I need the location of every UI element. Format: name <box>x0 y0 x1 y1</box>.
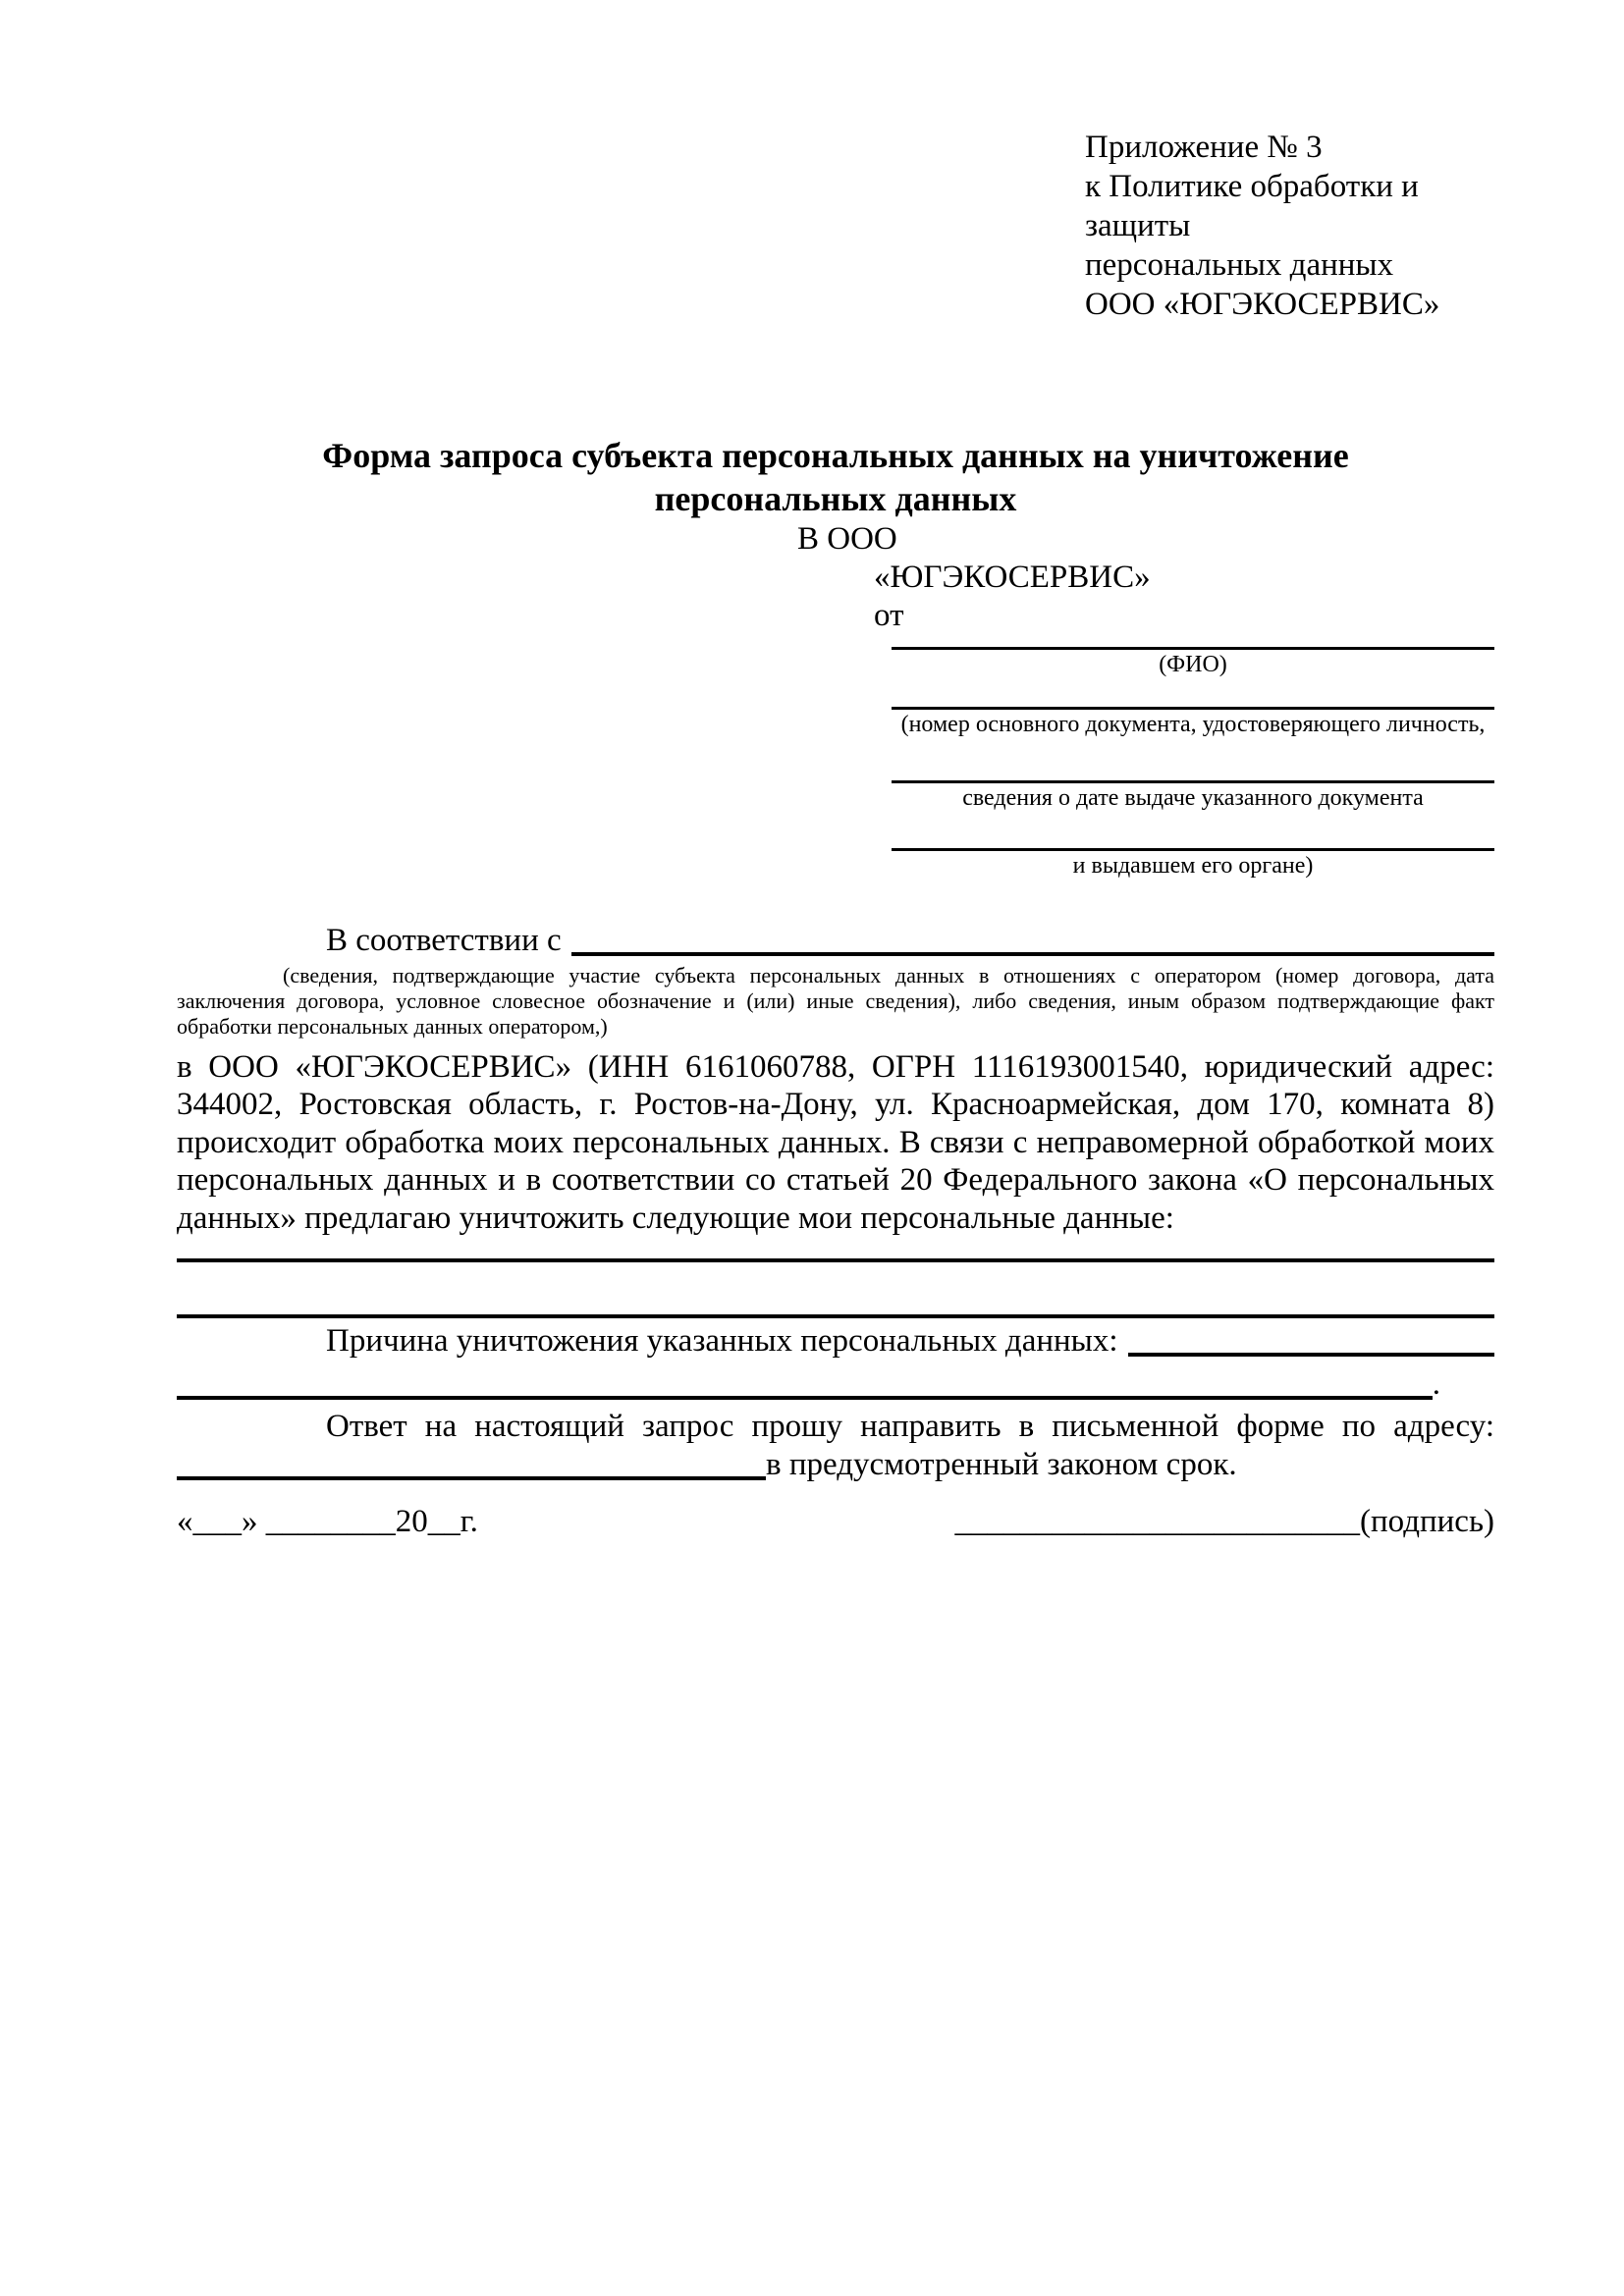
appendix-header-line: к Политике обработки и защиты <box>1085 169 1419 243</box>
reply-address-line: Ответ на настоящий запрос прошу направить в письменной форме по адресу: <box>326 1409 1494 1444</box>
request-paragraph: в ООО «ЮГЭКОСЕРВИС» (ИНН 6161060788, ОГРН 1116193001540, юридический адрес: 344002, Ростовская область, г. Ростов-на-Дону, ул. Красноармейская, дом 170, комната 8) происходит обработка моих персональных данных. В связи с неправомерной обработкой моих персональных данных и в соответствии со статьей 20 Федерального закона «О персональных данных» предлагаю уничтожить следующие мои персональные данные: <box>177 1048 1494 1236</box>
applicant-fields-block <box>892 647 1494 881</box>
footer-row <box>177 1503 1494 1541</box>
reply-term-row <box>177 1446 1494 1484</box>
reason-end-mark: . <box>1432 1365 1440 1402</box>
form-title-line: персональных данных <box>654 479 1017 518</box>
accordance-blank-line <box>571 952 1494 956</box>
reply-term-text: в предусмотренный законом срок. <box>766 1446 1237 1482</box>
reply-address-blank-line <box>177 1476 766 1480</box>
fio-caption: (ФИО) <box>1159 652 1227 677</box>
addressee-block <box>797 520 1494 635</box>
addressee-from: от <box>874 598 904 633</box>
addressee-org: «ЮГЭКОСЕРВИС» <box>874 560 1151 595</box>
accordance-row <box>177 922 1494 960</box>
form-title <box>177 434 1494 520</box>
doc-number-caption: (номер основного документа, удостоверяющего личность, <box>900 712 1486 737</box>
appendix-header-line: персональных данных <box>1085 247 1394 283</box>
reason-blank-line-2 <box>177 1396 1433 1400</box>
addressee-to: В ООО <box>797 521 897 557</box>
appendix-header-line: Приложение № 3 <box>1085 130 1323 165</box>
data-blank-line-1 <box>177 1258 1494 1262</box>
appendix-header-line: ООО «ЮГЭКОСЕРВИС» <box>1085 287 1440 322</box>
signature-blank-line: _________________________ <box>954 1504 1360 1539</box>
issue-date-caption: сведения о дате выдаче указанного документа <box>962 785 1424 811</box>
signature-caption: (подпись) <box>1360 1504 1494 1539</box>
issuer-caption: и выдавшем его органе) <box>1072 853 1314 879</box>
date-line: «___» ________20__г. <box>177 1504 478 1539</box>
reason-continuation-row <box>177 1365 1440 1404</box>
form-title-line: Форма запроса субъекта персональных данных на уничтожение <box>322 436 1349 475</box>
data-blank-line-2 <box>177 1314 1494 1318</box>
accordance-lead: В соответствии с <box>326 923 562 958</box>
appendix-header <box>1085 128 1494 324</box>
signature-area <box>955 1503 1495 1541</box>
reason-label: Причина уничтожения указанных персональных данных: <box>326 1323 1118 1359</box>
reason-row <box>177 1322 1494 1361</box>
reason-blank-line <box>1128 1353 1494 1357</box>
accordance-note: (сведения, подтверждающие участие субъекта персональных данных в отношениях с оператором (номер договора, дата заключения договора, условное словесное обозначение и (или) иные сведения), либо сведения, иным образом подтверждающие факт обработки персональных данных оператором,) <box>177 962 1494 1039</box>
